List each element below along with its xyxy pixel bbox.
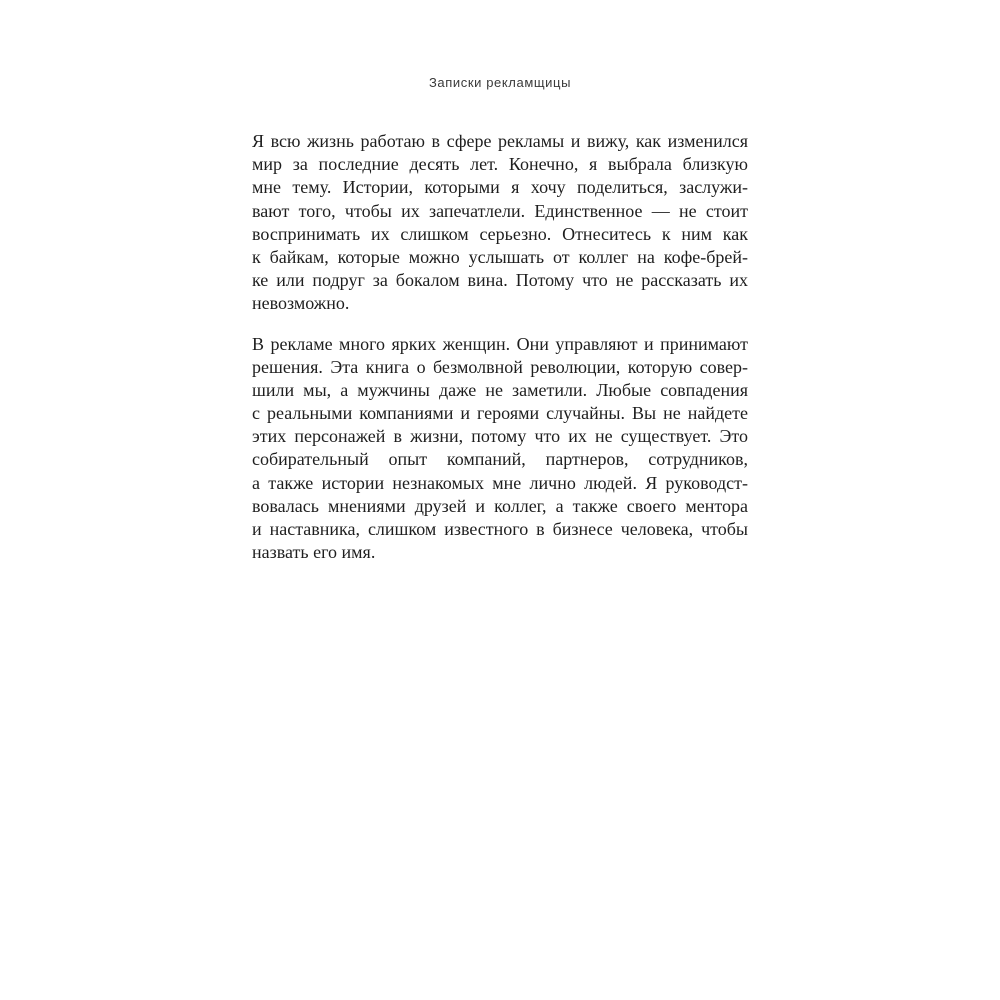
text-line: Я всю жизнь работаю в сфере рекламы и вижу, как изменился [252, 131, 748, 151]
text-line: ке или подруг за бокалом вина. Потому что не рассказать их [252, 270, 748, 291]
text-line: мир за последние десять лет. Конечно, я выбрала близкую [252, 154, 748, 175]
running-head: Записки рекламщицы [428, 75, 572, 90]
text-line: вовалась мнениями друзей и коллег, а также своего ментора [252, 495, 748, 516]
text-line: а также истории незнакомых мне лично людей. Я руководст- [252, 472, 748, 493]
text-line: с реальными компаниями и героями случайны. Вы не найдете [252, 403, 748, 424]
body-text [252, 130, 748, 564]
text-line: и наставника, слишком известного в бизнесе человека, чтобы [252, 519, 748, 539]
paragraph-2 [252, 333, 748, 565]
text-line: мне тему. Истории, которыми я хочу поделиться, заслужи- [252, 177, 748, 198]
text-line: решения. Эта книга о безмолвной революции, которую совер- [252, 356, 748, 377]
paragraph-1 [252, 130, 748, 316]
text-line: воспринимать их слишком серьезно. Отнеситесь к ним как [252, 223, 748, 244]
text-line: В рекламе много ярких женщин. Они управляют и принимают [252, 333, 748, 354]
text-line: шили мы, а мужчины даже не заметили. Любые совпадения [252, 379, 748, 400]
text-line: к байкам, которые можно услышать от коллег на кофе-брей- [252, 246, 748, 267]
text-line: вают того, чтобы их запечатлели. Единственное — не стоит [252, 200, 748, 221]
text-line: этих персонажей в жизни, потому что их не существует. Это [252, 426, 748, 447]
text-line: невозможно. [252, 293, 350, 314]
text-line: собирательный опыт компаний, партнеров, сотрудников, [252, 449, 748, 470]
text-line: назвать его имя. [252, 542, 376, 563]
